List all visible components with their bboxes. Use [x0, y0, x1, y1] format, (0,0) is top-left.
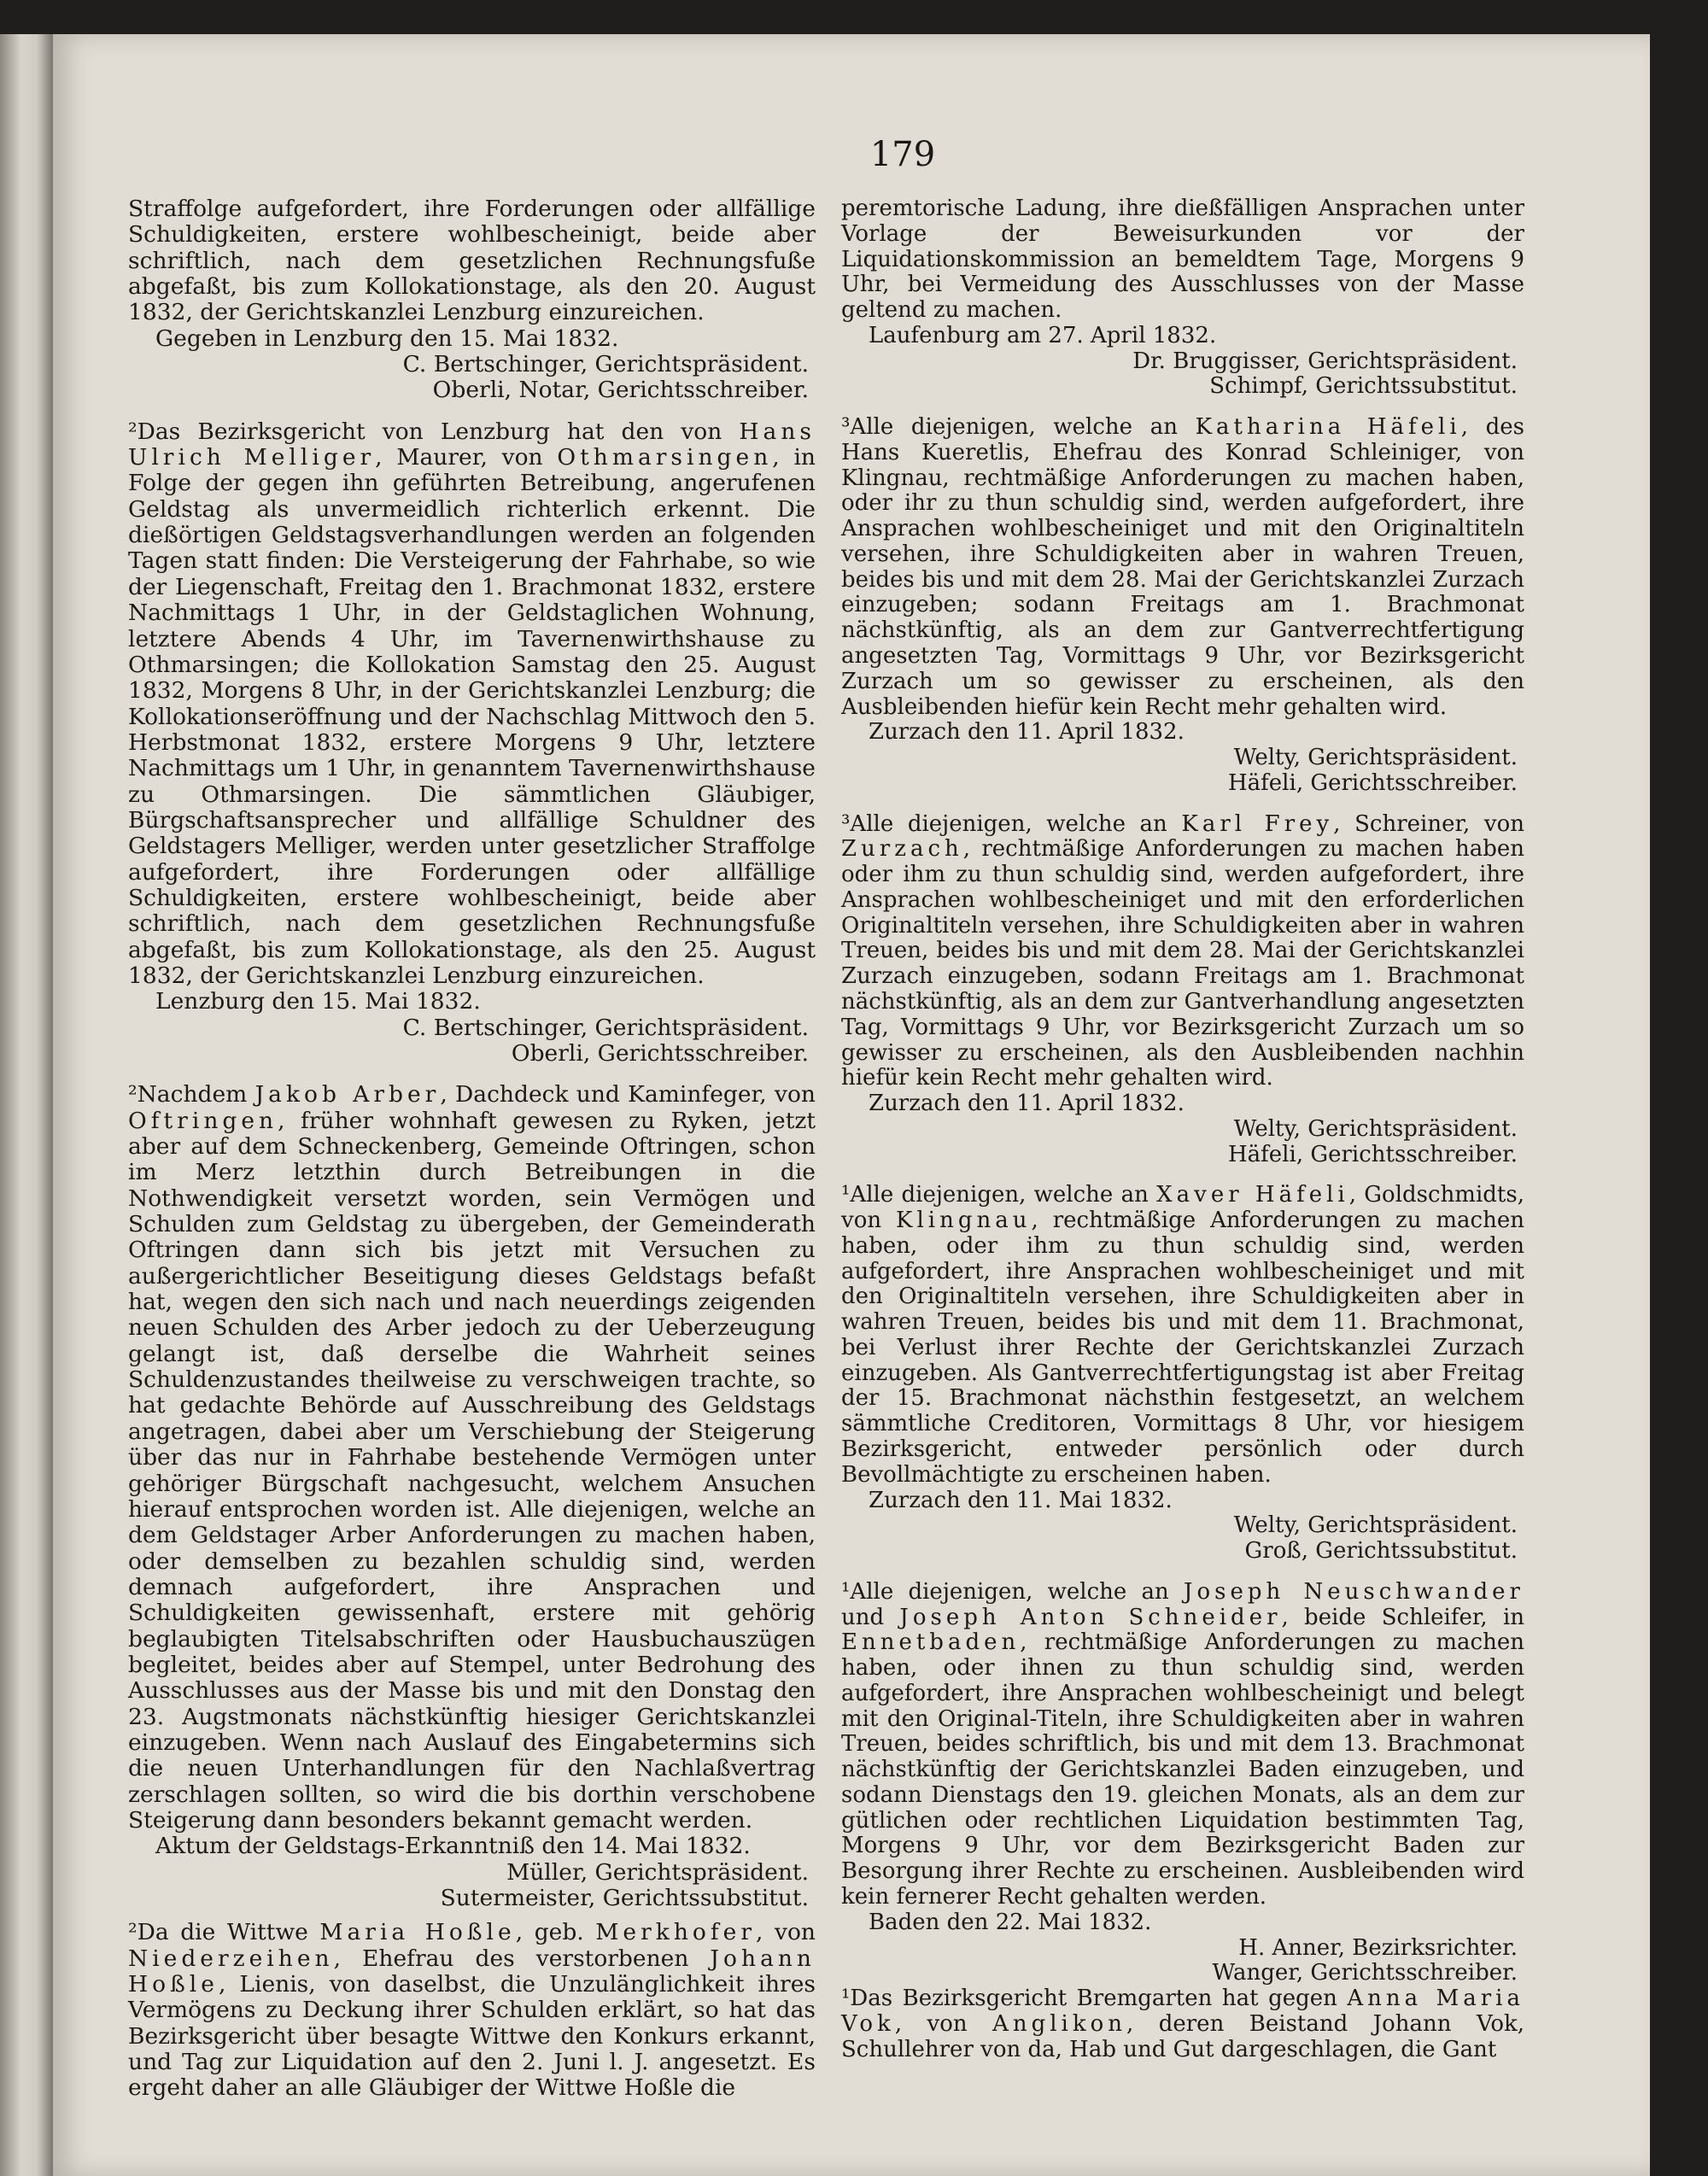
- signature: Schimpf, Gerichtssubstitut.: [1209, 373, 1518, 400]
- signature: Häfeli, Gerichtsschreiber.: [1228, 769, 1518, 796]
- dateline: Gegeben in Lenzburg den 15. Mai 1832.: [155, 325, 619, 352]
- spaced-place: Zurzach: [841, 836, 963, 863]
- book-spine: [0, 34, 53, 2176]
- signature-block: [128, 1015, 816, 1068]
- page-number: 179: [869, 135, 936, 174]
- signature-block: [841, 1936, 1524, 1987]
- signature: Welty, Gerichtspräsident.: [1233, 1115, 1518, 1142]
- signature: C. Bertschinger, Gerichtspräsident.: [402, 351, 809, 378]
- spaced-name: Jakob Arber: [254, 1081, 441, 1108]
- spaced-name: Joseph Neuschwander: [1184, 1578, 1524, 1605]
- signature-block: [841, 1513, 1524, 1565]
- spaced-place: Oftringen: [128, 1107, 278, 1134]
- dateline: Lenzburg den 15. Mai 1832.: [155, 988, 481, 1015]
- signature: Dr. Bruggisser, Gerichtspräsident.: [1132, 348, 1518, 374]
- dateline: Aktum der Geldstags-Erkanntniß den 14. Mai 1832.: [155, 1833, 751, 1860]
- dateline: Zurzach den 11. April 1832.: [869, 719, 1184, 746]
- spaced-name: Maria Hoßle: [319, 1919, 516, 1946]
- dateline: Laufenburg am 27. April 1832.: [869, 322, 1217, 348]
- spaced-name: Katharina Häfeli: [1195, 414, 1461, 441]
- signature: Häfeli, Gerichtsschreiber.: [1228, 1141, 1518, 1167]
- spaced-place: Ennetbaden: [841, 1629, 1021, 1656]
- signature: Oberli, Gerichtsschreiber.: [511, 1040, 809, 1067]
- signature: Oberli, Notar, Gerichtsschreiber.: [432, 377, 809, 404]
- spaced-name: Merkhofer: [595, 1919, 757, 1946]
- signature-block: [841, 746, 1524, 797]
- signature: Welty, Gerichtspräsident.: [1233, 1512, 1518, 1539]
- left-column: [128, 196, 816, 2102]
- notice-katharina-haefeli: ³Alle diejenigen, welche an Katharina Häfeli, des Hans Kueretlis, Ehefrau des Konrad Schleiniger, von Klingnau, rechtmäßige Anforderungen zu machen haben, oder ihr zu thun schuldig sind, werden aufgefordert, ihre Ansprachen wohlbescheiniget und mit den Originaltiteln versehen, ihre Schuldigkeiten aber in wahren Treuen, beides bis und mit dem 28. Mai der Gerichtskanzlei Zurzach einzugeben; sodann Freitags am 1. Brachmonat nächstkünftig, als an dem zur Gantverrechtfertigung angesetzten Tag, Vormittags 9 Uhr, vor Bezirksgericht Zurzach um so gewisser zu erscheinen, als den Ausbleibenden hiefür kein Recht mehr gehalten wird.: [841, 414, 1524, 720]
- spaced-name: Karl Frey: [1181, 810, 1334, 837]
- dateline: Zurzach den 11. Mai 1832.: [869, 1487, 1173, 1513]
- signature: Wanger, Gerichtsschreiber.: [1212, 1960, 1518, 1986]
- notice-xaver-haefeli: ¹Alle diejenigen, welche an Xaver Häfeli, Goldschmidts, von Klingnau, rechtmäßige Anforderungen zu machen haben, oder ihm zu thun schuldig sind, werden aufgefordert, ihre Ansprachen wohlbescheiniget und mit den Originaltiteln versehen, ihre Schuldigkeiten aber in wahren Treuen, beides bis und mit dem 11. Brachmonat, bei Verlust ihrer Rechte der Gerichtskanzlei Zurzach einzugeben. Als Gantverrechtfertigungstag ist aber Freitag der 15. Brachmonat nächsthin festgesetzt, an welchem sämmtliche Creditoren, Vormittags 8 Uhr, vor hiesigem Bezirksgericht, entweder persönlich oder durch Bevollmächtigte zu erscheinen haben.: [841, 1182, 1524, 1488]
- spaced-name: Anna Maria Vok: [841, 1986, 1525, 2037]
- signature: C. Bertschinger, Gerichtspräsident.: [402, 1014, 809, 1041]
- signature: Welty, Gerichtspräsident.: [1233, 745, 1518, 771]
- signature: Groß, Gerichtssubstitut.: [1244, 1538, 1518, 1565]
- signature-block: [841, 349, 1524, 401]
- dateline: Zurzach den 11. April 1832.: [869, 1091, 1184, 1117]
- notice-neuschwander: ¹Alle diejenigen, welche an Joseph Neuschwander und Joseph Anton Schneider, beide Schleifer, in Ennetbaden, rechtmäßige Anforderungen zu machen haben, oder ihnen zu thun schuldig sind, werden aufgefordert, ihre Ansprachen wohlbescheinigt und belegt mit den Original-Titeln, ihre Schuldigkeiten aber in wahren Treuen, beides schriftlich, bis und mit dem 13. Brachmonat nächstkünftig der Gerichtskanzlei Baden einzugeben, und sodann Dienstags den 19. gleichen Monats, als an dem zur gütlichen oder rechtlichen Liquidation bestimmten Tag, Morgens 9 Uhr, vor dem Bezirksgericht Baden zur Besorgung ihrer Rechte zu erscheinen. Ausbleibenden wird kein fernerer Recht gehalten werden.: [841, 1578, 1525, 1910]
- notice-arber: ²Nachdem Jakob Arber, Dachdeck und Kaminfeger, von Oftringen, früher wohnhaft gewesen zu Ryken, jetzt aber auf dem Schneckenberg, Gemeinde Oftringen, schon im Merz letzthin durch Betreibungen in die Nothwendigkeit versetzt worden, sein Vermögen und Schulden zum Geldstag zu übergeben, der Gemeinderath Oftringen dann sich bis jetzt mit Versuchen zu außergerichtlicher Beseitigung dieses Geldstags befaßt hat, wegen den sich nach und nach neuerdings zeigenden neuen Schulden des Arber jedoch zu der Ueberzeugung gelangt ist, daß derselbe die Wahrheit seines Schuldenzustandes theilweise zu verschweigen trachte, so hat gedachte Behörde auf Ausschreibung des Geldstags angetragen, dabei aber um Verschiebung der Steigerung über das nur in Fahrhabe bestehende Vermögen unter gehöriger Bürgschaft nachgesucht, welchem Ansuchen hierauf entsprochen worden ist. Alle diejenigen, welche an dem Geldstager Arber Anforderungen zu machen haben, oder demselben zu bezahlen schuldig sind, werden demnach aufgefordert, ihre Ansprachen und Schuldigkeiten gewissenhaft, erstere mit gehörig beglaubigten Titelsabschriften oder Hausbuchauszügen begleitet, beides aber auf Stempel, unter Bedrohung des Ausschlusses aus der Masse bis und mit den Donstag den 23. Augstmonats nächstkünftig hiesiger Gerichtskanzlei einzugeben. Wenn nach Auslauf des Eingabetermins sich die neuen Unterhandlungen für den Nachlaßvertrag zerschlagen sollten, so wird die bis dorthin verschobene Steigerung dann besonders bekannt gemacht werden.: [128, 1081, 816, 1834]
- notice-vok: ¹Das Bezirksgericht Bremgarten hat gegen Anna Maria Vok, von Anglikon, deren Beistand Johann Vok, Schullehrer von da, Hab und Gut dargeschlagen, die Gant: [841, 1986, 1525, 2062]
- spaced-name: Xaver Häfeli: [1156, 1182, 1349, 1208]
- spaced-name: Hans Ulrich Melliger: [128, 418, 816, 471]
- signature: H. Anner, Bezirksrichter.: [1238, 1934, 1518, 1961]
- notice-hossle: ²Da die Wittwe Maria Hoßle, geb. Merkhofer, von Niederzeihen, Ehefrau des verstorbenen Johann Hoßle, Lienis, von daselbst, die Unzulänglichkeit ihres Vermögens zu Deckung ihrer Schulden erklärt, so hat das Bezirksgericht über besagte Wittwe den Konkurs erkannt, und Tag zur Liquidation auf den 2. Juni l. J. angesetzt. Es ergeht daher an alle Gläubiger der Wittwe Hoßle die: [128, 1919, 816, 2102]
- spaced-place: Klingnau: [896, 1208, 1032, 1234]
- spaced-name: Joseph Anton Schneider: [899, 1604, 1282, 1630]
- right-column: [841, 196, 1524, 2062]
- spaced-place: Anglikon: [992, 2010, 1127, 2037]
- signature-block: [841, 1117, 1524, 1168]
- notice-melliger: ²Das Bezirksgericht von Lenzburg hat den von Hans Ulrich Melliger, Maurer, von Othmarsingen, in Folge der gegen ihn geführten Betreibung, angerufenen Geldstag als unvermeidlich richterlich erkennt. Die dießörtigen Geldstagsverhandlungen werden an folgenden Tagen statt finden: Die Versteigerung der Fahrhabe, so wie der Liegenschaft, Freitag den 1. Brachmonat 1832, erstere Nachmittags 1 Uhr, in der Geldstaglichen Wohnung, letztere Abends 4 Uhr, im Tavernenwirthshause zu Othmarsingen; die Kollokation Samstag den 25. August 1832, Morgens 8 Uhr, in der Gerichtskanzlei Lenzburg; die Kollokationseröffnung und der Nachschlag Mittwoch den 5. Herbstmonat 1832, erstere Morgens 9 Uhr, letztere Nachmittags um 1 Uhr, in genanntem Tavernenwirthshause zu Othmarsingen. Die sämmtlichen Gläubiger, Bürgschaftsansprecher und allfällige Schuldner des Geldstagers Melliger, werden unter gesetzlicher Straffolge aufgefordert, ihre Forderungen oder allfällige Schuldigkeiten, erstere wohlbescheinigt, beide aber schriftlich, nach dem gesetzlichen Rechnungsfuße abgefaßt, bis zum Kollokationstage, als den 25. August 1832, der Gerichtskanzlei Lenzburg einzureichen.: [128, 418, 816, 989]
- continued-paragraph: Straffolge aufgefordert, ihre Forderungen oder allfällige Schuldigkeiten, erstere wohlbescheinigt, beide aber schriftlich, nach dem gesetzlichen Rechnungsfuße abgefaßt, bis zum Kollokationstage, als den 20. August 1832, der Gerichtskanzlei Lenzburg einzureichen.: [128, 196, 816, 326]
- signature-block: [128, 1860, 816, 1912]
- dateline: Baden den 22. Mai 1832.: [869, 1909, 1152, 1935]
- signature-block: [128, 352, 816, 404]
- signature: Sutermeister, Gerichtssubstitut.: [440, 1885, 809, 1911]
- spaced-place: Othmarsingen: [557, 444, 773, 471]
- signature: Müller, Gerichtspräsident.: [506, 1858, 809, 1886]
- notice-karl-frey: ³Alle diejenigen, welche an Karl Frey, Schreiner, von Zurzach, rechtmäßige Anforderungen zu machen haben oder ihm zu thun schuldig sind, werden aufgefordert, ihre Ansprachen wohlbescheiniget und mit den erforderlichen Originaltiteln versehen, ihre Schuldigkeiten aber in wahren Treuen, beides bis und mit dem 28. Mai der Gerichtskanzlei Zurzach einzugeben, sodann Freitags am 1. Brachmonat nächstkünftig, als an dem zur Gantverhandlung angesetzten Tag, Vormittags 9 Uhr, vor Bezirksgericht Zurzach um so gewisser zu erscheinen, als den Ausbleibenden nachhin hiefür kein Recht mehr gehalten wird.: [841, 810, 1524, 1091]
- spaced-name: Johann Hoßle: [128, 1945, 816, 1998]
- spaced-place: Niederzeihen: [128, 1945, 334, 1972]
- continued-paragraph: peremtorische Ladung, ihre dießfälligen Ansprachen unter Vorlage der Beweisurkunden vor der Liquidationskommission an bemeldtem Tage, Morgens 9 Uhr, bei Vermeidung des Ausschlusses von der Masse geltend zu machen.: [841, 196, 1524, 324]
